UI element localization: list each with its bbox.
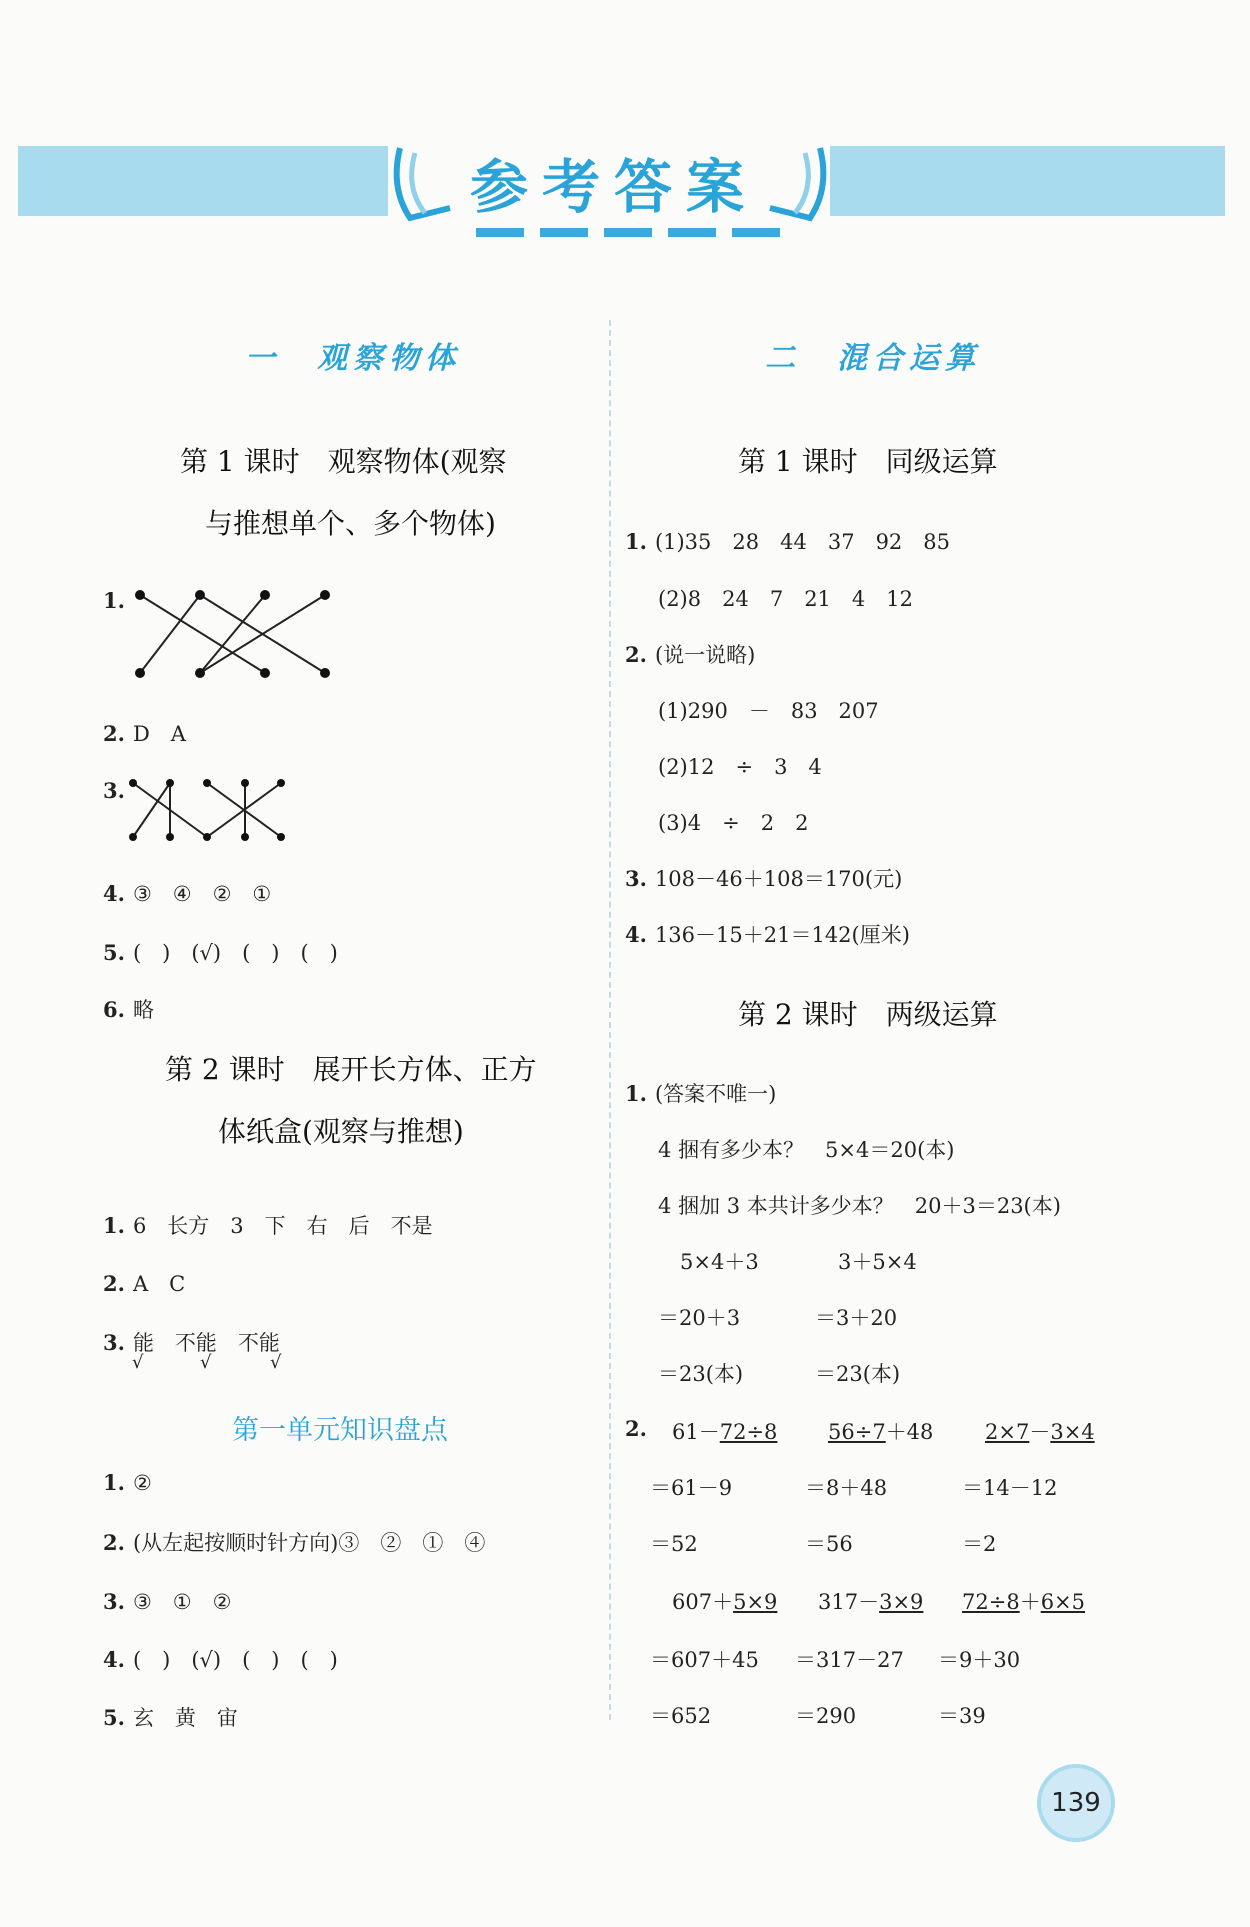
unit-title-left: 一 观察物体: [245, 341, 461, 376]
answer-item: 2.: [625, 1416, 647, 1441]
answer-item: 4 捆加 3 本共计多少本？ 20＋3＝23(本): [658, 1194, 1061, 1218]
calc-step: ＝23(本): [658, 1362, 744, 1386]
header-banner-left: [18, 146, 388, 216]
calc-step: ＝56: [805, 1532, 853, 1556]
calc-step: 61－72÷8: [672, 1420, 778, 1444]
lesson-title: 第 1 课时 同级运算: [738, 445, 998, 478]
check-mark: √: [132, 1352, 144, 1373]
lesson-title: 第 2 课时 展开长方体、正方: [165, 1053, 537, 1086]
calc-step: ＝8＋48: [805, 1476, 888, 1500]
column-divider: [609, 320, 611, 1720]
answer-item: 3. ③ ① ②: [103, 1589, 232, 1614]
calc-step: ＝39: [938, 1704, 986, 1728]
calc-step: 607＋5×9: [672, 1590, 778, 1614]
answer-item: (2)8 24 7 21 4 12: [658, 587, 913, 611]
page-number: 139: [1037, 1764, 1115, 1842]
unit-title-right: 二 混合运算: [765, 341, 981, 376]
header-banner-right: [830, 146, 1225, 216]
answer-item: 1.: [103, 588, 125, 613]
answer-item: 2. A C: [103, 1271, 186, 1296]
answer-item: (1)290 － 83 207: [658, 699, 879, 723]
lesson-title: 与推想单个、多个物体): [205, 507, 496, 540]
title-dash: [732, 228, 780, 237]
answer-item: 2. D A: [103, 721, 186, 746]
calc-step: ＝52: [650, 1532, 698, 1556]
answer-item: 1. (答案不唯一): [625, 1081, 777, 1106]
calc-step: ＝2: [962, 1532, 997, 1556]
calc-step: 72÷8＋6×5: [962, 1590, 1086, 1614]
matching-lines-diagram: [125, 775, 290, 845]
answer-item: (2)12 ÷ 3 4: [658, 755, 822, 779]
page-title: 参考答案: [470, 153, 759, 221]
calc-step: 56÷7＋48: [828, 1420, 934, 1444]
answer-item: 4. 136－15＋21＝142(厘米): [625, 922, 910, 947]
check-mark: √: [270, 1352, 282, 1373]
calc-step: ＝61－9: [650, 1476, 733, 1500]
title-dash: [668, 228, 716, 237]
calc-step: ＝9＋30: [938, 1648, 1021, 1672]
answer-item: 3.: [103, 778, 125, 803]
lesson-title: 第 2 课时 两级运算: [738, 998, 998, 1031]
calc-step: ＝23(本): [815, 1362, 901, 1386]
matching-lines-diagram: [130, 585, 340, 685]
answer-item: (3)4 ÷ 2 2: [658, 811, 809, 835]
calc-step: ＝607＋45: [650, 1648, 759, 1672]
calc-step: 317－3×9: [818, 1590, 924, 1614]
calc-step: 2×7－3×4: [985, 1420, 1095, 1444]
answer-item: 6. 略: [103, 997, 154, 1022]
answer-item: 5. 玄 黄 宙: [103, 1705, 238, 1730]
answer-item: 3. 108－46＋108＝170(元): [625, 866, 903, 891]
calc-step: 5×4＋3: [680, 1250, 759, 1274]
answer-item: 3. 能 不能 不能: [103, 1330, 280, 1355]
calc-step: 3＋5×4: [838, 1250, 917, 1274]
answer-item: 4 捆有多少本？ 5×4＝20(本): [658, 1138, 955, 1162]
answer-item: 4. ( ) (√) ( ) ( ): [103, 1647, 338, 1672]
answer-item: 2. (从左起按顺时针方向)③ ② ① ④: [103, 1530, 486, 1555]
title-dash: [476, 228, 524, 237]
lesson-title: 体纸盒(观察与推想): [218, 1115, 464, 1148]
answer-item: 1. (1)35 28 44 37 92 85: [625, 529, 951, 554]
section-title: 第一单元知识盘点: [232, 1415, 448, 1446]
calc-step: ＝14－12: [962, 1476, 1058, 1500]
title-dash: [540, 228, 588, 237]
title-dash: [604, 228, 652, 237]
calc-step: ＝652: [650, 1704, 712, 1728]
answer-item: 1. 6 长方 3 下 右 后 不是: [103, 1213, 433, 1238]
check-mark: √: [200, 1352, 212, 1373]
lesson-title: 第 1 课时 观察物体(观察: [180, 445, 507, 478]
calc-step: ＝317－27: [795, 1648, 904, 1672]
answer-item: 5. ( ) (√) ( ) ( ): [103, 940, 338, 965]
answer-item: 1. ②: [103, 1470, 152, 1495]
answer-item: 4. ③ ④ ② ①: [103, 881, 272, 906]
calc-step: ＝20＋3: [658, 1306, 741, 1330]
calc-step: ＝290: [795, 1704, 857, 1728]
answer-item: 2. (说一说略): [625, 642, 756, 667]
calc-step: ＝3＋20: [815, 1306, 898, 1330]
